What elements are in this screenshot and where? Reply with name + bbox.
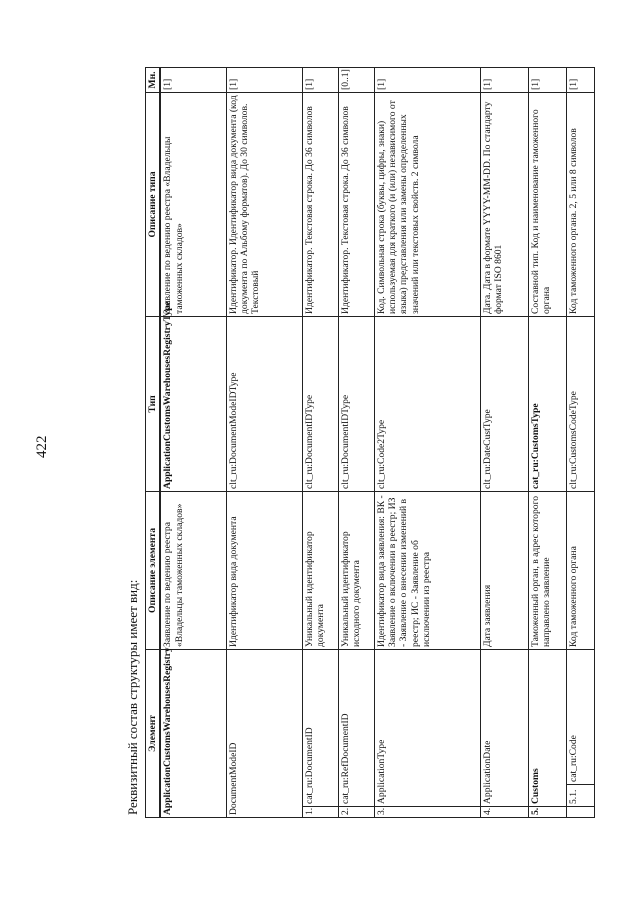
table-row: [160, 67, 226, 817]
cell-element-desc: Идентификатор вида документа: [226, 491, 302, 649]
cell-mult: [1]: [160, 67, 226, 92]
table-row: [528, 67, 566, 817]
cell-type: cat_ru:CustomsType: [528, 316, 566, 491]
cell-num: 3.: [374, 807, 480, 818]
cell-type-desc: Составной тип. Код и наименование таможенного органа: [528, 92, 566, 316]
header-element: Элемент: [146, 649, 161, 817]
cell-element-desc: Таможенный орган, в адрес которого направлено заявление: [528, 491, 566, 649]
table-row: [338, 67, 374, 817]
cell-element-desc: Заявление по ведению реестра «Владельцы таможенных складов»: [160, 491, 226, 649]
cell-element: ApplicationDate: [480, 649, 528, 806]
cell-mult: [0..1]: [338, 67, 374, 92]
table-row: [302, 67, 338, 817]
cell-mult: [1]: [566, 67, 594, 92]
table-row: [480, 67, 528, 817]
header-mult: Мн.: [146, 67, 161, 92]
cell-type-desc: Дата. Дата в формате YYYY-MM-DD. По стандарту формат ISO 8601: [480, 92, 528, 316]
structure-table: [145, 67, 595, 818]
cell-element-desc: Дата заявления: [480, 491, 528, 649]
cell-type: clt_ru:Code2Type: [374, 316, 480, 491]
cell-element: DocumentModeID: [226, 649, 302, 817]
cell-element: cat_ru:RefDocumentID: [338, 649, 374, 806]
cell-element-desc: Уникальный идентификатор документа: [302, 491, 338, 649]
cell-type-desc: Код таможенного органа. 2, 5 или 8 символов: [566, 92, 594, 316]
cell-type: clt_ru:CustomsCodeType: [566, 316, 594, 491]
cell-num: 4.: [480, 807, 528, 818]
cell-element: ApplicationType: [374, 649, 480, 806]
cell-element: ApplicationCustomsWarehousesRegistry: [160, 649, 226, 817]
cell-element: cat_ru:DocumentID: [302, 649, 338, 806]
cell-type: clt_ru:DateCustType: [480, 316, 528, 491]
cell-type-desc: Идентификатор. Текстовая строка. До 36 символов: [338, 92, 374, 316]
cell-type: clt_ru:DocumentIDType: [338, 316, 374, 491]
cell-num: 5.1.: [566, 785, 594, 807]
cell-element: cat_ru:Code: [566, 649, 594, 784]
cell-type: clt_ru:DocumentIDType: [302, 316, 338, 491]
cell-type-desc: Идентификатор. Текстовая строка. До 36 символов: [302, 92, 338, 316]
header-row: [146, 67, 161, 817]
page-number: 422: [34, 435, 50, 458]
table-row: [226, 67, 302, 817]
cell-num: 1.: [302, 807, 338, 818]
cell-num: 2.: [338, 807, 374, 818]
intro-text: Реквизитный состав структуры имеет вид:: [125, 579, 140, 815]
cell-element: Customs: [528, 649, 566, 806]
cell-mult: [1]: [302, 67, 338, 92]
cell-element-desc: Код таможенного органа: [566, 491, 594, 649]
cell-type: clt_ru:DocumentModeIDType: [226, 316, 302, 491]
cell-type-desc: Идентификатор. Идентификатор вида документа (код документа по Альбому форматов). До 30 символов. Текстовый: [226, 92, 302, 316]
cell-num: 5.: [528, 807, 566, 818]
cell-indent: [566, 807, 594, 818]
structure-table-container: [145, 68, 640, 818]
header-type: Тип: [146, 316, 161, 491]
header-type-desc: Описание типа: [146, 92, 161, 316]
cell-type: ApplicationCustomsWarehousesRegistryType: [160, 316, 226, 491]
header-element-desc: Описание элемента: [146, 491, 161, 649]
cell-element-desc: Уникальный идентификатор исходного документа: [338, 491, 374, 649]
table-row: [566, 67, 594, 817]
cell-mult: [1]: [374, 67, 480, 92]
cell-type-desc: Заявление по ведению реестра «Владельцы таможенных складов»: [160, 92, 226, 316]
cell-element-desc: Идентификатор вида заявления: ВК - Заявление о включении в реестр; ИЗ - Заявление о внесении изменений в реестр; ИС - Заявление об исключении из реестра: [374, 491, 480, 649]
cell-mult: [1]: [528, 67, 566, 92]
cell-mult: [1]: [480, 67, 528, 92]
cell-type-desc: Код. Символьная строка (буквы, цифры, знаки) используемая для краткого (и (или) независимого от языка) представления или замены определенных значений или текстовых свойств. 2 символа: [374, 92, 480, 316]
table-row: [374, 67, 480, 817]
cell-mult: [1]: [226, 67, 302, 92]
